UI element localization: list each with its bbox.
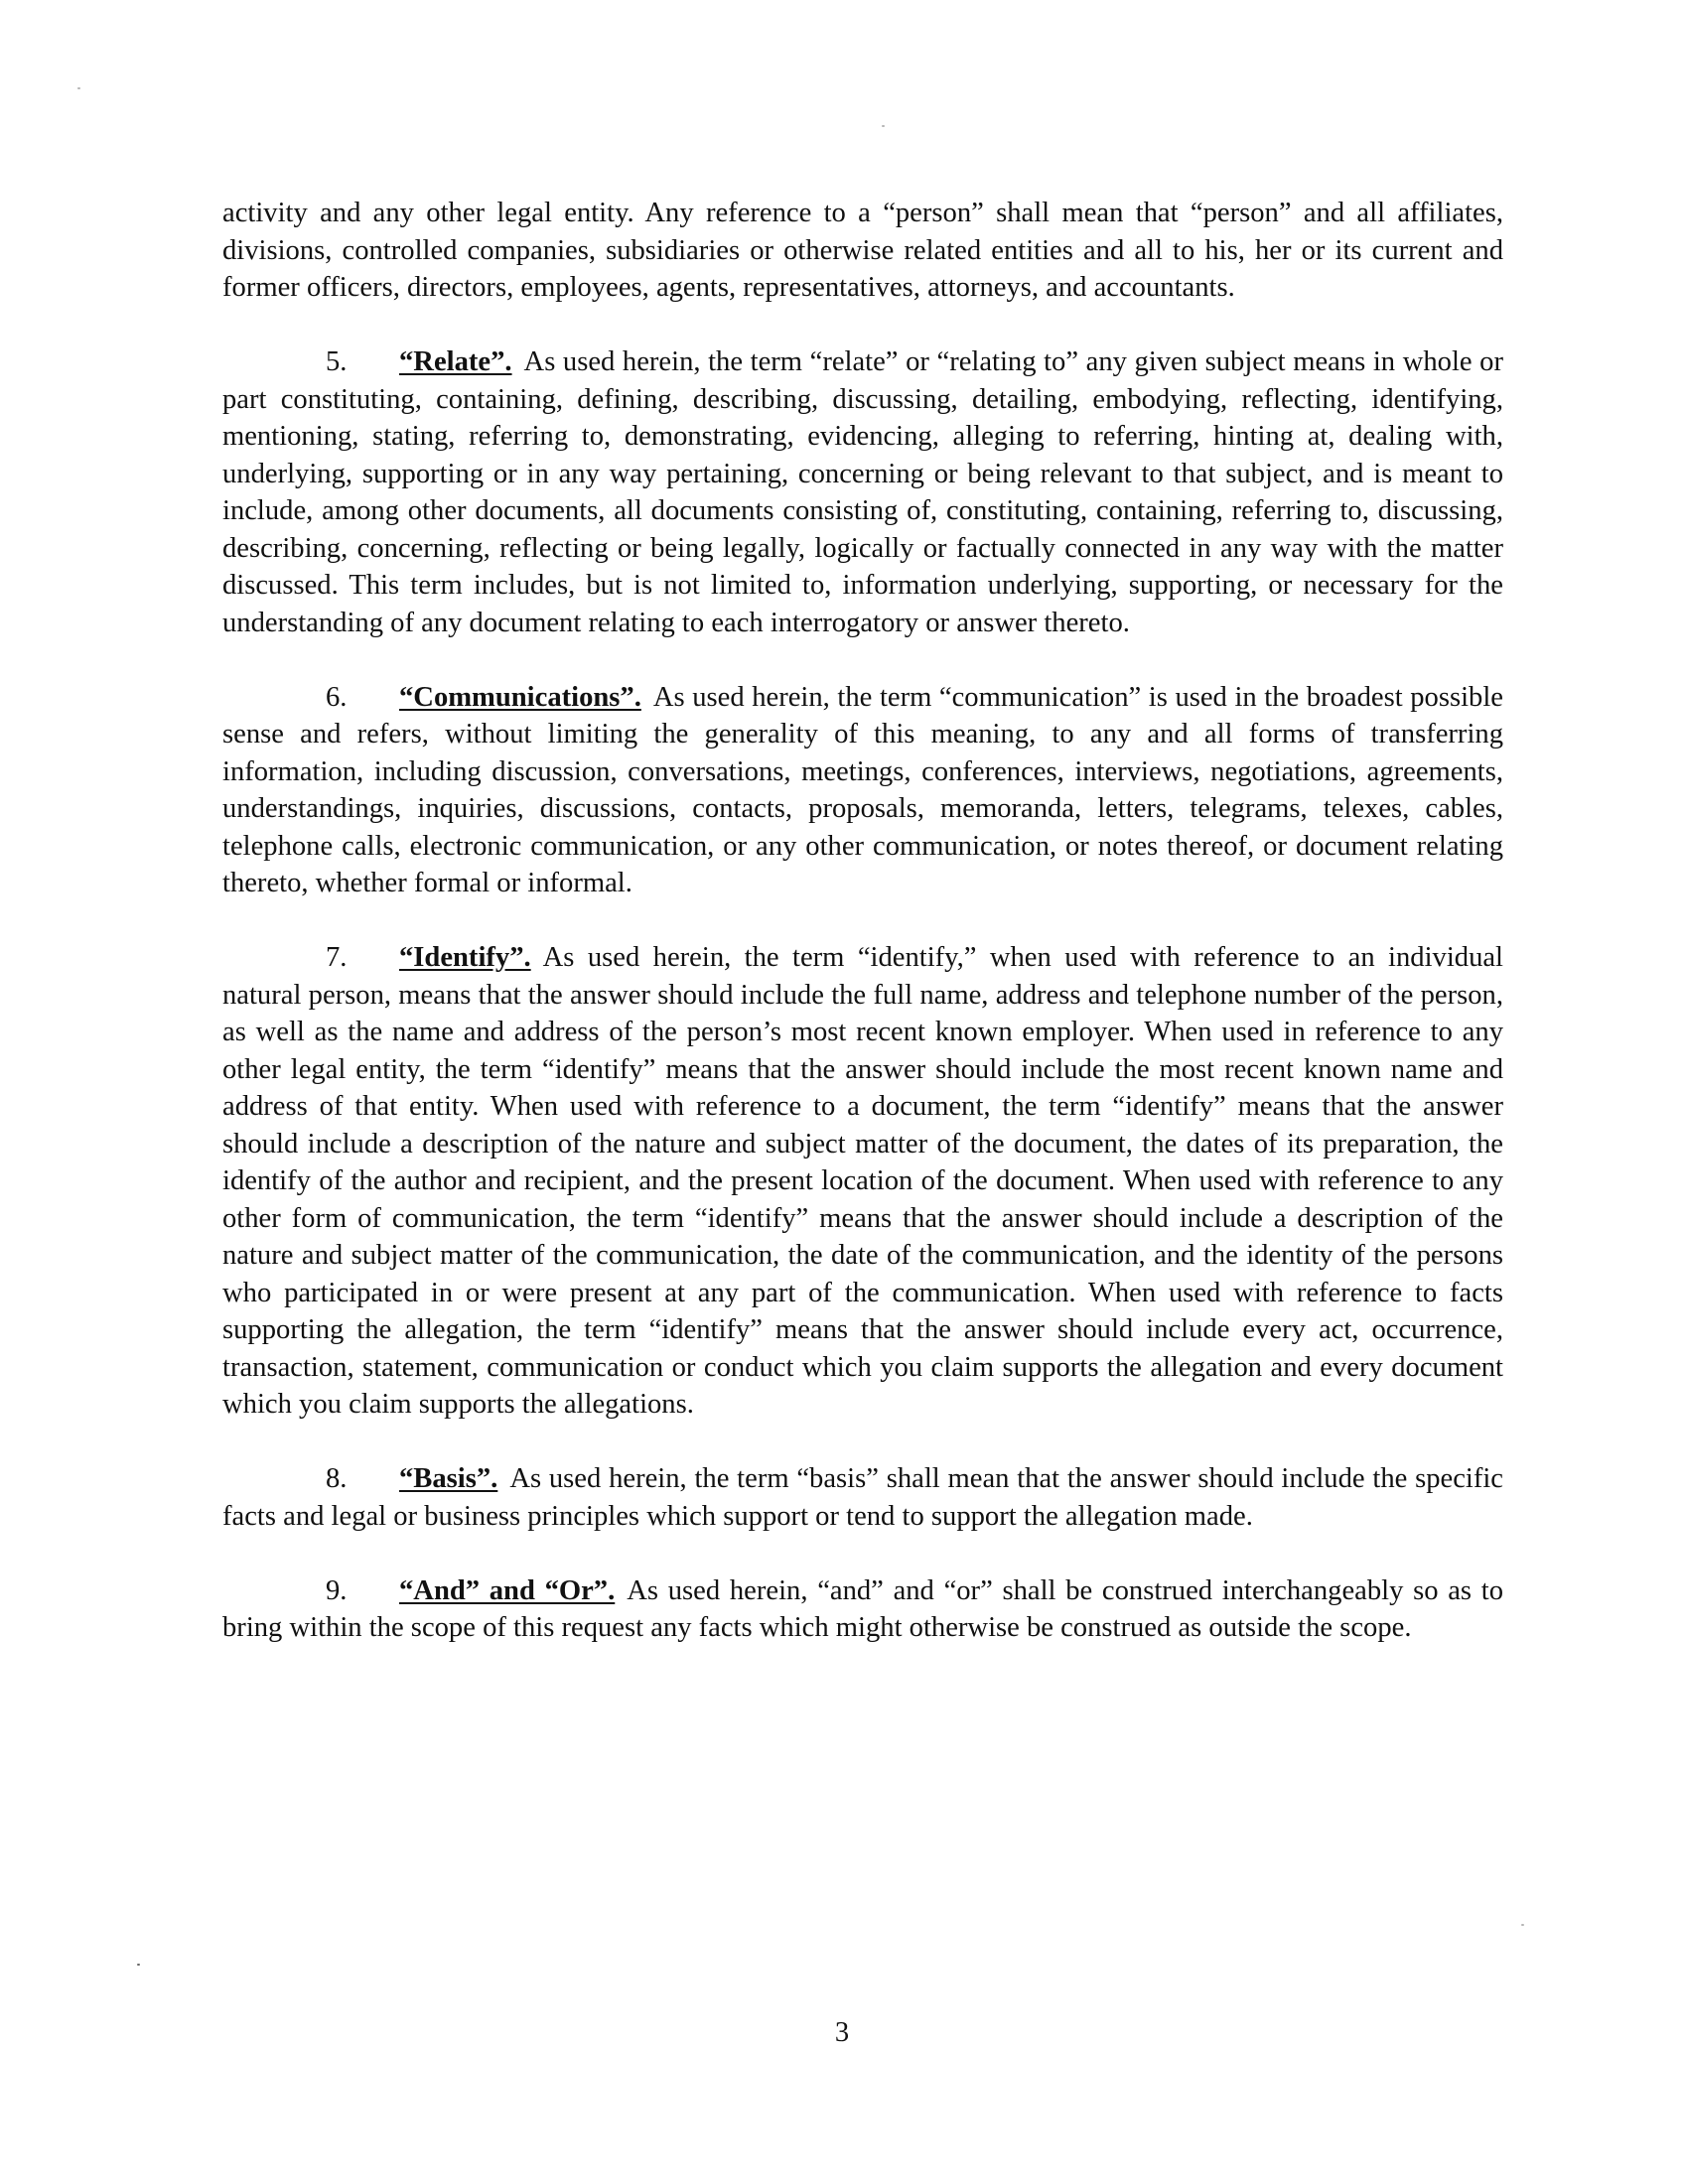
paragraph-gap (222, 902, 1503, 940)
paragraph-gap (222, 1535, 1503, 1572)
definition-text: As used herein, the term “basis” shall mean that the answer should include the specific facts and legal or business principles which support or tend to support the allegation made. (222, 1463, 1503, 1532)
page-number: 3 (834, 2017, 850, 2048)
scan-speck (137, 1964, 140, 1966)
definition-communications (222, 679, 1503, 902)
intro-paragraph: activity and any other legal entity. Any reference to a “person” shall mean that “person” and all affiliates, divisions, controlled companies, subsidiaries or otherwise related entities and all to his, her or its current and former officers, directors, employees, agents, representatives, attorneys, and accountants. (222, 198, 1503, 303)
definition-text: As used herein, “and” and “or” shall be construed interchangeably so as to bring within the scope of this request any facts which might otherwise be construed as outside the scope. (222, 1574, 1504, 1643)
document-page (222, 195, 1503, 1647)
definition-text: As used herein, the term “relate” or “relating to” any given subject means in whole or part constituting, containing, defining, describing, discussing, detailing, embodying, reflecting, identifying, mentioning, stating, referring to, demonstrating, evidencing, alleging to referring, hinting at, dealing with, underlying, supporting or in any way pertaining, concerning or being relevant to that subject, and is meant to include, among other documents, all documents consisting of, constituting, containing, referring to, discussing, describing, concerning, reflecting or being legally, logically or factually connected in any way with the matter discussed. This term includes, but is not limited to, information underlying, supporting, or necessary for the understanding of any document relating to each interrogatory or answer thereto. (222, 346, 1503, 638)
definition-and-or (222, 1572, 1503, 1647)
paragraph-gap (222, 641, 1503, 679)
definition-text: As used herein, the term “communication” is used in the broadest possible sense and refers, without limiting the generality of this meaning, to any and all forms of transferring information, including discussion, conversations, meetings, conferences, interviews, negotiations, agreements, understandings, inquiries, discussions, contacts, proposals, memoranda, letters, telegrams, telexes, cables, telephone calls, electronic communication, or any other communication, or notes thereof, or document relating thereto, whether formal or informal. (222, 681, 1503, 898)
scan-speck (1521, 1924, 1524, 1926)
definition-number: 9. (326, 1574, 348, 1606)
definition-number: 7. (326, 942, 348, 973)
definition-term: “Relate”. (399, 346, 512, 377)
definition-relate (222, 343, 1503, 641)
definition-term: “Basis”. (399, 1463, 498, 1494)
definition-number: 5. (326, 346, 348, 377)
paragraph-gap (222, 1424, 1503, 1461)
paragraph-gap (222, 307, 1503, 344)
definition-term: “And” and “Or”. (399, 1574, 616, 1606)
definition-number: 8. (326, 1463, 348, 1494)
definition-term: “Identify”. (399, 942, 531, 973)
definition-identify (222, 939, 1503, 1424)
definition-number: 6. (326, 681, 348, 713)
scan-speck (882, 125, 885, 127)
definition-basis (222, 1460, 1503, 1535)
scan-speck (77, 87, 80, 89)
definition-text: As used herein, the term “identify,” when used with reference to an individual natural person, means that the answer should include the full name, address and telephone number of the person, as well as the name and address of the person’s most recent known employer. When used in reference to any other legal entity, the term “identify” means that the answer should include the most recent known name and address of that entity. When used with reference to a document, the term “identify” means that the answer should include a description of the nature and subject matter of the document, the dates of its preparation, the identify of the author and recipient, and the present location of the document. When used with reference to any other form of communication, the term “identify” means that the answer should include a description of the nature and subject matter of the communication, the date of the communication, and the identity of the persons who participated in or were present at any part of the communication. When used with reference to facts supporting the allegation, the term “identify” means that the answer should include every act, occurrence, transaction, statement, communication or conduct which you claim supports the allegation and every document which you claim supports the allegations. (222, 942, 1503, 1420)
definition-term: “Communications”. (399, 681, 641, 713)
